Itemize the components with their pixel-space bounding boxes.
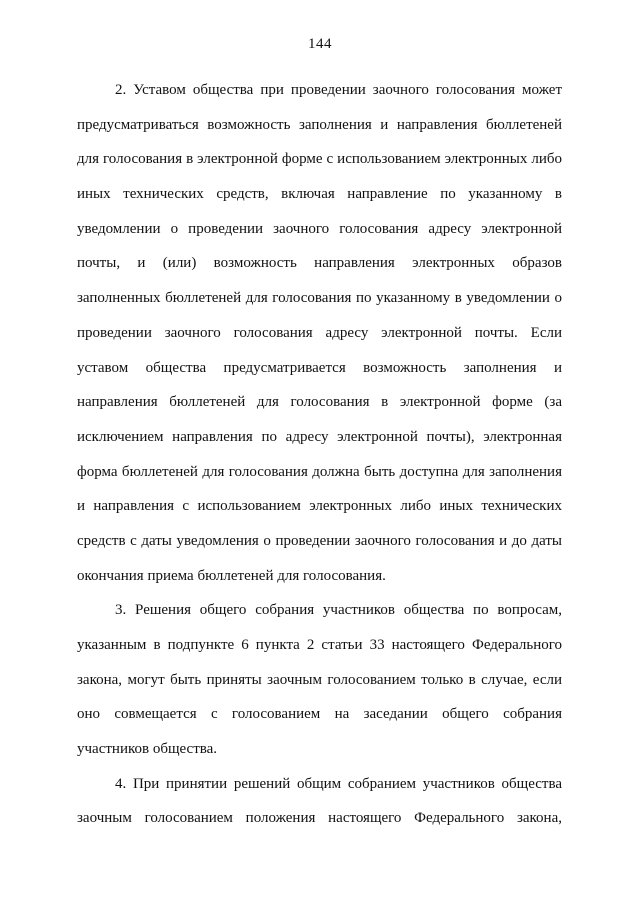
paragraph-2 [77,73,562,593]
paragraph-line: уставом общества предусматривается возможность заполнения и [77,359,562,376]
paragraph-line: форма бюллетеней для голосования должна быть доступна для заполнения [77,463,562,480]
paragraph-line: иных технических средств, включая направление по указанному в [77,186,562,203]
paragraph-line: 3. Решения общего собрания участников общества по вопросам, [115,602,562,619]
paragraph-line: 2. Уставом общества при проведении заочного голосования может [115,82,562,98]
paragraph-line: средств с даты уведомления о проведении заочного голосования и до даты [77,532,562,549]
paragraph-line: оно совмещается с голосованием на заседании общего собрания [77,706,562,723]
paragraph-line: заполненных бюллетеней для голосования по указанному в уведомлении о [77,290,562,307]
paragraph-line: заочным голосованием положения настоящего Федерального закона, [77,810,562,827]
paragraph-line: участников общества. [77,741,218,758]
paragraph-line: предусматриваться возможность заполнения и направления бюллетеней [77,116,562,133]
page-number: 144 [308,36,332,52]
paragraph-line: для голосования в электронной форме с использованием электронных либо [77,151,562,168]
paragraph-4 [77,767,562,836]
paragraph-line: проведении заочного голосования адресу электронной почты. Если [77,324,562,341]
paragraph-line: указанным в подпункте 6 пункта 2 статьи 33 настоящего Федерального [77,637,562,653]
paragraph-line: и направления с использованием электронных либо иных технических [77,498,562,515]
paragraph-line: почты, и (или) возможность направления электронных образов [77,255,562,272]
paragraph-3 [77,593,562,766]
paragraph-line: уведомлении о проведении заочного голосования адресу электронной [77,220,562,237]
paragraph-line: 4. При принятии решений общим собранием участников общества [115,775,562,792]
paragraph-line: закона, могут быть приняты заочным голосованием только в случае, если [77,671,562,688]
paragraph-line: окончания приема бюллетеней для голосования. [77,567,386,584]
paragraph-line: исключением направления по адресу электронной почты), электронная [77,428,562,445]
document-body [77,73,562,836]
paragraph-line: направления бюллетеней для голосования в электронной форме (за [77,394,562,411]
